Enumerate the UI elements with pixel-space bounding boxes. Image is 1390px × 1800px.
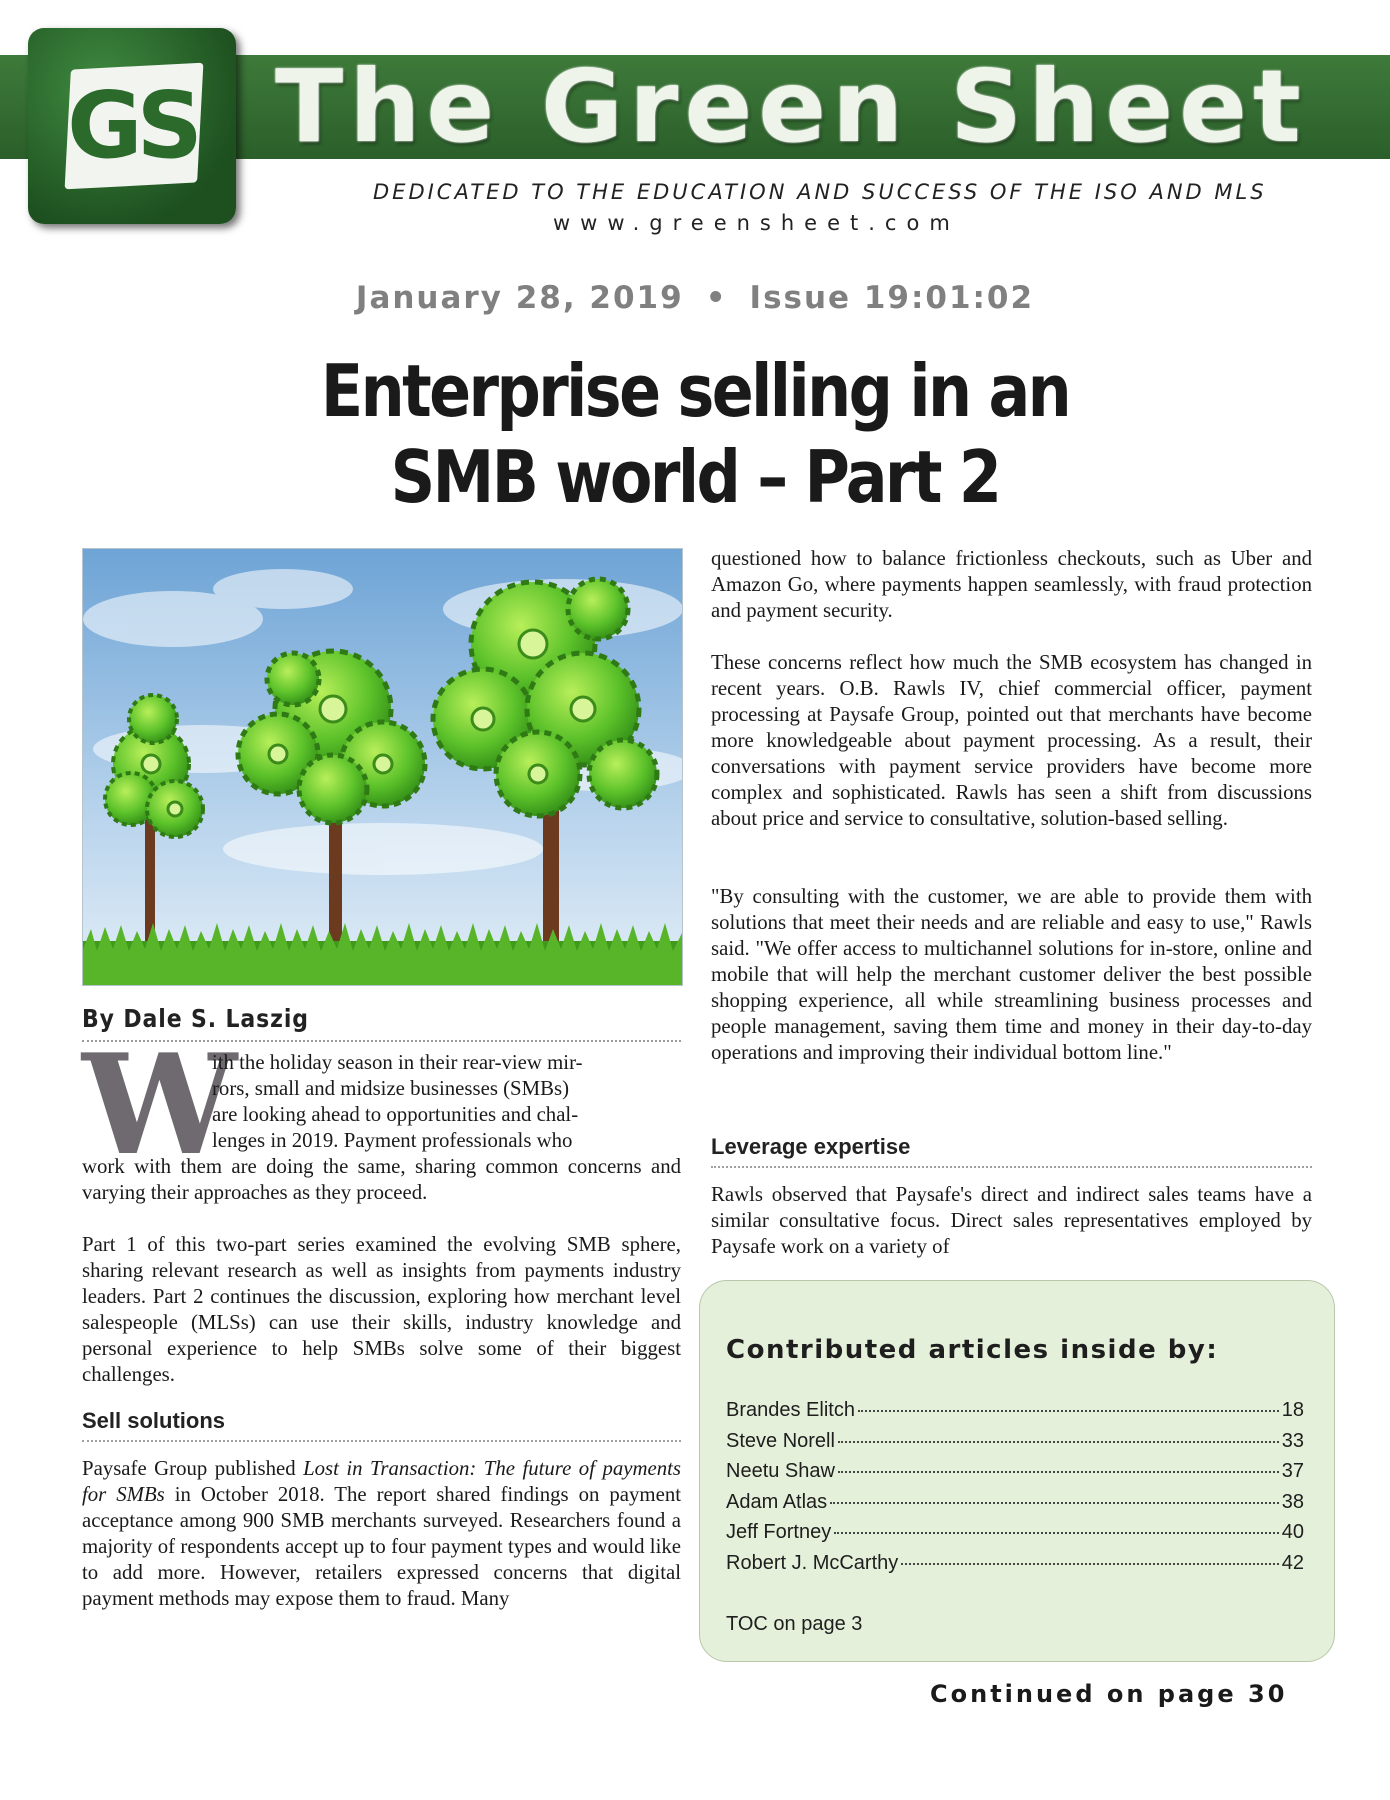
intro-paragraph-rest: work with them are doing the same, sharing common concerns and varying their approaches as they proceed. [82, 1155, 681, 1204]
toc-entry-page: 37 [1281, 1460, 1304, 1482]
paragraph-frictionless: questioned how to balance frictionless checkouts, such as Uber and Amazon Go, where payments happen seamlessly, with fraud protection and payment security. [711, 547, 1312, 622]
intro-line: rors, small and midsize businesses (SMBs) [212, 1077, 569, 1100]
toc-entry-name: Adam Atlas [726, 1490, 828, 1513]
toc-entry[interactable] [726, 1552, 1304, 1583]
byline-text: By Dale S. Laszig [82, 1004, 309, 1033]
drop-cap: W [82, 1023, 237, 1186]
contributors-list [726, 1399, 1304, 1582]
issue-number: Issue 19:01:02 [749, 280, 1035, 316]
toc-entry[interactable] [726, 1430, 1304, 1461]
toc-entry-name: Steve Norell [726, 1429, 835, 1452]
paragraph-paysafe-report [82, 1456, 681, 1612]
toc-entry-page: 42 [1281, 1551, 1304, 1574]
report-text-post: in October 2018. The report shared findings on payment acceptance among 900 SMB merchants surveyed. Researchers found a majority of respondents accept up to four payment types and would like to add more. However, retailers expressed concerns that digital payment methods may expose them to fraud. Many [82, 1483, 681, 1610]
website-url: www.greensheet.com [553, 211, 960, 235]
toc-entry[interactable] [726, 1521, 1304, 1552]
report-title: Lost in Transaction: The future of payments for SMBs [82, 1457, 681, 1506]
contributors-box [699, 1280, 1335, 1662]
dot-leader [834, 1532, 1279, 1534]
publication-title: The Green Sheet [275, 48, 1307, 165]
toc-page-reference[interactable]: TOC on page 3 [726, 1613, 863, 1635]
tagline: DEDICATED TO THE EDUCATION AND SUCCESS OF THE ISO AND MLS [373, 180, 1267, 204]
toc-entry-name: Robert J. McCarthy [726, 1551, 899, 1574]
paragraph-sales-teams: Rawls observed that Paysafe's direct and indirect sales teams have a similar consultative focus. Direct sales representatives employed by Paysafe work on a variety of [711, 1183, 1312, 1258]
toc-entry[interactable] [726, 1491, 1304, 1522]
gs-logo [28, 28, 236, 224]
issue-date: January 28, 2019 [355, 280, 684, 316]
dot-leader [838, 1471, 1279, 1473]
contributors-title: Contributed articles inside by: [726, 1335, 1219, 1365]
issue-line [0, 280, 1390, 316]
logo-text: GS [67, 72, 197, 179]
intro-line: lenges in 2019. Payment professionals who [212, 1129, 573, 1152]
dot-leader [838, 1441, 1279, 1443]
intro-line: are looking ahead to opportunities and chal- [212, 1103, 579, 1126]
headline-line-2: SMB world – Part 2 [390, 435, 1000, 519]
toc-entry-page: 40 [1281, 1521, 1304, 1543]
toc-entry[interactable] [726, 1460, 1304, 1491]
toc-entry-name: Neetu Shaw [726, 1460, 835, 1482]
dot-leader [901, 1563, 1278, 1565]
gear-trees-illustration [82, 548, 683, 986]
toc-entry-page: 18 [1281, 1399, 1304, 1421]
toc-entry[interactable] [726, 1399, 1304, 1430]
subhead-sell-solutions: Sell solutions [82, 1408, 681, 1442]
report-text-pre: Paysafe Group published [82, 1457, 304, 1480]
intro-lines [212, 1050, 681, 1154]
headline-line-1: Enterprise selling in an [320, 349, 1070, 433]
dot-leader [830, 1502, 1279, 1504]
article-headline [97, 348, 1292, 520]
toc-entry-name: Jeff Fortney [726, 1521, 832, 1543]
toc-entry-page: 33 [1281, 1429, 1304, 1452]
dot-leader [858, 1410, 1279, 1412]
issue-separator: • [705, 280, 728, 316]
intro-line: ith the holiday season in their rear-view mir- [212, 1051, 583, 1074]
paragraph-ecosystem: These concerns reflect how much the SMB ecosystem has changed in recent years. O.B. Rawls IV, chief commercial officer, payment processing at Paysafe Group, pointed out that merchants have become more knowledgeable about payment processing. As a result, their conversations with payment service providers have become more complex and sophisticated. Rawls has seen a shift from discussions about price and service to consultative, solution-based selling. [711, 651, 1312, 830]
paragraph-rawls-quote: "By consulting with the customer, we are able to provide them with solutions that meet their needs and are reliable and easy to use," Rawls said. "We offer access to multichannel solutions for in-store, online and mobile that will help the merchant customer deliver the best possible shopping experience, all while streamlining business processes and people management, saving them time and money in their day-to-day operations and improving their individual bottom line." [711, 885, 1312, 1064]
toc-entry-name: Brandes Elitch [726, 1399, 855, 1421]
continued-on-page[interactable]: Continued on page 30 [930, 1680, 1288, 1708]
paragraph-part1-summary: Part 1 of this two-part series examined the evolving SMB sphere, sharing relevant research as well as insights from payments industry leaders. Part 2 continues the discussion, exploring how merchant level salespeople (MLSs) can use their skills, industry knowledge and personal experience to help SMBs solve some of their biggest challenges. [82, 1233, 681, 1386]
subhead-leverage-expertise: Leverage expertise [711, 1134, 1312, 1168]
toc-entry-page: 38 [1281, 1490, 1304, 1513]
